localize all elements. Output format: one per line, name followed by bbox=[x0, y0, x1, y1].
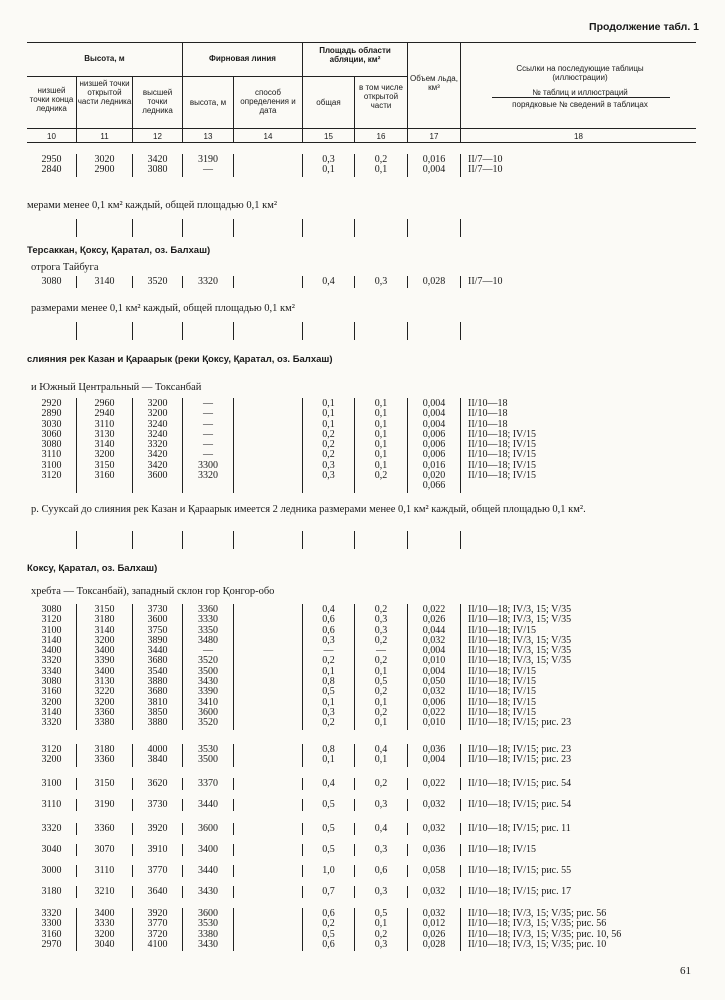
column-separator bbox=[407, 744, 408, 767]
column-separator bbox=[182, 886, 183, 898]
col-18-refs: II/10—18; IV/15; рис. 54 bbox=[468, 799, 572, 810]
column-separator bbox=[182, 276, 183, 288]
column-separator bbox=[354, 778, 355, 790]
column-separator bbox=[182, 908, 183, 951]
column-separator bbox=[407, 799, 408, 811]
col-16-values: 0,5 0,1 0,2 0,3 bbox=[374, 908, 388, 950]
column-separator bbox=[302, 604, 303, 730]
header-refs-divider bbox=[492, 97, 670, 98]
col-11-values: 3020 2900 bbox=[94, 154, 115, 176]
header-ice-volume: Объем льда, км³ bbox=[410, 74, 458, 92]
col-18-refs: II/10—18; IV/15; рис. 17 bbox=[468, 886, 572, 897]
column-separator bbox=[460, 886, 461, 898]
col-15-values: 0,4 bbox=[322, 778, 335, 789]
col-16-values: 0,3 bbox=[374, 886, 388, 897]
column-separator bbox=[132, 778, 133, 790]
blank-row-bar bbox=[76, 322, 77, 340]
col-10-values: 3040 bbox=[41, 844, 62, 855]
column-separator bbox=[132, 865, 133, 877]
section-text: и Южный Центральный — Токсанбай bbox=[31, 382, 202, 393]
col-11-values: 3150 3180 3140 3200 3400 3390 3400 3130 3220 3200 3360 3380 bbox=[94, 604, 115, 729]
header-area-total: общая bbox=[316, 98, 341, 107]
col-11-values: 3210 bbox=[94, 886, 115, 897]
column-separator bbox=[182, 799, 183, 811]
col-10-values: 2950 2840 bbox=[41, 154, 62, 176]
column-separator bbox=[407, 908, 408, 951]
column-separator bbox=[182, 865, 183, 877]
col-11-values: 3140 bbox=[94, 276, 115, 287]
col-13-values: 3370 bbox=[198, 778, 218, 789]
column-separator bbox=[76, 908, 77, 951]
col-18-refs: II/10—18; IV/15; рис. 11 bbox=[468, 823, 571, 834]
column-separator bbox=[407, 844, 408, 856]
col-13-values: 3600 3530 3380 3430 bbox=[198, 908, 218, 950]
column-separator bbox=[233, 398, 234, 493]
col-11-values: 3190 bbox=[94, 799, 115, 810]
column-separator bbox=[302, 823, 303, 835]
blank-row-bar bbox=[354, 531, 355, 549]
colnum-14: 14 bbox=[263, 132, 273, 141]
col-10-values: 3320 3300 3160 2970 bbox=[41, 908, 62, 950]
blank-row-bar bbox=[233, 219, 234, 237]
col-15-values: 0,3 0,1 bbox=[322, 154, 335, 176]
blank-row-bar bbox=[354, 219, 355, 237]
header-area-group: Площадь области абляции, км² bbox=[319, 46, 391, 64]
column-separator bbox=[407, 154, 408, 177]
col-16-values: 0,4 bbox=[374, 823, 388, 834]
column-separator bbox=[354, 604, 355, 730]
col-10-values: 2920 2890 3030 3060 3080 3110 3100 3120 bbox=[41, 398, 62, 482]
column-separator bbox=[460, 398, 461, 493]
col-15-values: 0,5 bbox=[322, 799, 335, 810]
column-separator bbox=[132, 908, 133, 951]
col-17-values: 0,022 0,026 0,044 0,032 0,004 0,010 0,004 0,050 0,032 0,006 0,022 0,010 bbox=[422, 604, 446, 729]
col-15-values: 0,4 bbox=[322, 276, 335, 287]
header-lowest-point: низшей точки конца ледника bbox=[29, 86, 74, 113]
header-firn-method: способ определения и дата bbox=[240, 88, 296, 115]
column-separator bbox=[233, 865, 234, 877]
column-separator bbox=[233, 799, 234, 811]
col-15-values: 0,6 0,2 0,5 0,6 bbox=[322, 908, 335, 950]
colnum-18: 18 bbox=[574, 132, 583, 141]
section-heading: слияния рек Казан и Қараарык (реки Қоксу, Қаратал, оз. Балхаш) bbox=[27, 354, 333, 365]
column-separator bbox=[76, 604, 77, 730]
column-separator bbox=[354, 908, 355, 951]
section-text: мерами менее 0,1 км² каждый, общей площадью 0,1 км² bbox=[27, 200, 278, 211]
column-separator bbox=[407, 276, 408, 288]
column-separator bbox=[354, 154, 355, 177]
blank-row-bar bbox=[76, 219, 77, 237]
col-16-values: 0,2 bbox=[374, 778, 388, 789]
column-separator bbox=[132, 823, 133, 835]
column-separator bbox=[233, 823, 234, 835]
col-18-refs: II/7—10 bbox=[468, 276, 503, 287]
col-13-values: 3400 bbox=[198, 844, 218, 855]
column-separator bbox=[302, 778, 303, 790]
section-text: размерами менее 0,1 км² каждый, общей площадью 0,1 км² bbox=[31, 303, 295, 314]
column-separator bbox=[302, 744, 303, 767]
blank-row-bar bbox=[76, 531, 77, 549]
column-separator bbox=[407, 778, 408, 790]
column-separator bbox=[182, 398, 183, 493]
col-18-refs: II/10—18; IV/15; рис. 23 II/10—18; IV/15; рис. 23 bbox=[468, 744, 572, 766]
column-separator bbox=[132, 799, 133, 811]
col-13-values: 3440 bbox=[198, 799, 218, 810]
col-12-values: 3920 3770 3720 4100 bbox=[147, 908, 168, 950]
col-13-values: 3430 bbox=[198, 886, 218, 897]
col-16-values: 0,6 bbox=[374, 865, 388, 876]
section-text: отрога Тайбуга bbox=[31, 262, 99, 273]
column-separator bbox=[407, 886, 408, 898]
column-separator bbox=[76, 799, 77, 811]
column-separator bbox=[233, 154, 234, 177]
column-separator bbox=[182, 154, 183, 177]
header-height-group: Высота, м bbox=[84, 54, 125, 63]
column-separator bbox=[407, 823, 408, 835]
blank-row-bar bbox=[302, 322, 303, 340]
column-separator bbox=[460, 799, 461, 811]
column-separator bbox=[460, 865, 461, 877]
column-separator bbox=[132, 744, 133, 767]
header-firn-height: высота, м bbox=[189, 98, 227, 107]
col-13-values: 3320 bbox=[198, 276, 218, 287]
col-16-values: 0,4 0,1 bbox=[374, 744, 388, 766]
col-17-values: 0,022 bbox=[422, 778, 446, 789]
column-separator bbox=[460, 823, 461, 835]
colnum-15: 15 bbox=[324, 132, 333, 141]
blank-row-bar bbox=[182, 531, 183, 549]
column-separator bbox=[354, 799, 355, 811]
col-13-values: 3360 3330 3350 3480 — 3520 3500 3430 3390 3410 3600 3520 bbox=[198, 604, 218, 729]
blank-row-bar bbox=[233, 322, 234, 340]
column-separator bbox=[233, 604, 234, 730]
column-separator bbox=[233, 276, 234, 288]
col-10-values: 3180 bbox=[41, 886, 62, 897]
col-10-values: 3110 bbox=[41, 799, 62, 810]
col-16-values: 0,2 0,3 0,3 0,2 — 0,2 0,1 0,5 0,2 0,1 0,2 0,1 bbox=[374, 604, 388, 729]
col-11-values: 3180 3360 bbox=[94, 744, 115, 766]
col-10-values: 3080 3120 3100 3140 3400 3320 3340 3080 3160 3200 3140 3320 bbox=[41, 604, 62, 729]
column-separator bbox=[182, 844, 183, 856]
col-13-values: 3190 — bbox=[198, 154, 218, 176]
column-separator bbox=[460, 276, 461, 288]
col-11-values: 3070 bbox=[94, 844, 115, 855]
col-15-values: 0,4 0,6 0,6 0,3 — 0,2 0,1 0,8 0,5 0,1 0,3 0,2 bbox=[322, 604, 335, 729]
col-13-values: — — — — — — 3300 3320 bbox=[198, 398, 218, 482]
col-17-values: 0,032 0,012 0,026 0,028 bbox=[422, 908, 446, 950]
column-separator bbox=[302, 908, 303, 951]
header-area-open: в том числе открытой части bbox=[359, 83, 403, 110]
column-separator bbox=[76, 886, 77, 898]
column-separator bbox=[407, 398, 408, 493]
col-16-values: 0,3 bbox=[374, 276, 388, 287]
column-separator bbox=[76, 865, 77, 877]
header-refs-sub2: порядковые № сведений в таблицах bbox=[512, 100, 648, 109]
col-17-values: 0,032 bbox=[422, 886, 446, 897]
colnum-11: 11 bbox=[100, 132, 109, 141]
column-separator bbox=[354, 398, 355, 493]
column-separator bbox=[182, 778, 183, 790]
column-separator bbox=[132, 886, 133, 898]
col-12-values: 3640 bbox=[147, 886, 168, 897]
page-heading: Продолжение табл. 1 bbox=[589, 21, 699, 33]
column-separator bbox=[76, 778, 77, 790]
col-17-values: 0,058 bbox=[422, 865, 446, 876]
column-separator bbox=[302, 799, 303, 811]
column-separator bbox=[354, 844, 355, 856]
column-separator bbox=[233, 908, 234, 951]
col-11-values: 3110 bbox=[94, 865, 115, 876]
blank-row-bar bbox=[460, 531, 461, 549]
column-separator bbox=[460, 908, 461, 951]
column-separator bbox=[132, 398, 133, 493]
column-separator bbox=[132, 276, 133, 288]
column-separator bbox=[354, 886, 355, 898]
col-10-values: 3120 3200 bbox=[41, 744, 62, 766]
blank-row-bar bbox=[182, 322, 183, 340]
blank-row-bar bbox=[407, 322, 408, 340]
section-text: хребта — Токсанбай), западный склон гор Қонгор-обо bbox=[31, 586, 275, 597]
column-separator bbox=[354, 823, 355, 835]
blank-row-bar bbox=[354, 322, 355, 340]
col-10-values: 3320 bbox=[41, 823, 62, 834]
column-separator bbox=[132, 604, 133, 730]
col-10-values: 3100 bbox=[41, 778, 62, 789]
column-separator bbox=[407, 604, 408, 730]
colnum-16: 16 bbox=[376, 132, 386, 141]
col-17-values: 0,004 0,004 0,004 0,006 0,006 0,006 0,016 0,020 0,066 bbox=[422, 398, 446, 492]
col-16-values: 0,3 bbox=[374, 844, 388, 855]
section-heading: Терсаккан, Қоксу, Қаратал, оз. Балхаш) bbox=[27, 245, 211, 256]
col-16-values: 0,3 bbox=[374, 799, 388, 810]
blank-row-bar bbox=[233, 531, 234, 549]
blank-row-bar bbox=[302, 531, 303, 549]
col-12-values: 3730 bbox=[147, 799, 168, 810]
col-18-refs: II/10—18; IV/15; рис. 55 bbox=[468, 865, 572, 876]
header-lowest-open-point: низшей точки открытой части ледника bbox=[77, 79, 132, 106]
column-separator bbox=[354, 744, 355, 767]
col-15-values: 1,0 bbox=[322, 865, 335, 876]
colnum-12: 12 bbox=[153, 132, 162, 141]
col-12-values: 3420 3080 bbox=[147, 154, 168, 176]
col-11-values: 3150 bbox=[94, 778, 115, 789]
colnum-10: 10 bbox=[47, 132, 56, 141]
column-separator bbox=[132, 154, 133, 177]
col-15-values: 0,7 bbox=[322, 886, 335, 897]
column-separator bbox=[302, 154, 303, 177]
column-separator bbox=[76, 744, 77, 767]
colnum-17: 17 bbox=[429, 132, 439, 141]
col-15-values: 0,8 0,1 bbox=[322, 744, 335, 766]
col-18-refs: II/10—18; IV/3, 15; V/35; рис. 56 II/10—18; IV/3, 15; V/35; рис. 56 II/10—18; IV/3, 15; V/35; рис. 10, 56 II/10—18; IV/3, 15; V/35; рис. 10 bbox=[468, 908, 622, 950]
header-refs-title: Ссылки на последующие таблицы (иллюстрации) bbox=[516, 64, 644, 82]
col-17-values: 0,028 bbox=[422, 276, 446, 287]
col-17-values: 0,036 bbox=[422, 844, 446, 855]
header-firn-group: Фирновая линия bbox=[209, 54, 276, 63]
col-12-values: 3920 bbox=[147, 823, 168, 834]
blank-row-bar bbox=[132, 531, 133, 549]
col-18-refs: II/10—18; IV/15 bbox=[468, 844, 537, 855]
header-refs-sub1: № таблиц и иллюстраций bbox=[532, 88, 628, 97]
blank-row-bar bbox=[182, 219, 183, 237]
blank-row-bar bbox=[302, 219, 303, 237]
col-13-values: 3600 bbox=[198, 823, 218, 834]
column-separator bbox=[302, 276, 303, 288]
col-17-values: 0,032 bbox=[422, 823, 446, 834]
col-11-values: 2960 2940 3110 3130 3140 3200 3150 3160 bbox=[94, 398, 115, 482]
column-separator bbox=[302, 398, 303, 493]
col-17-values: 0,032 bbox=[422, 799, 446, 810]
column-separator bbox=[233, 778, 234, 790]
column-separator bbox=[182, 823, 183, 835]
section-heading: Коксу, Қаратал, оз. Балхаш) bbox=[27, 563, 158, 574]
header-group-rule bbox=[27, 76, 407, 77]
col-12-values: 3910 bbox=[147, 844, 168, 855]
header-highest-point: высшей точки ледника bbox=[142, 88, 173, 115]
column-separator bbox=[233, 886, 234, 898]
blank-row-bar bbox=[407, 219, 408, 237]
column-separator bbox=[233, 744, 234, 767]
col-10-values: 3000 bbox=[41, 865, 62, 876]
column-separator bbox=[76, 844, 77, 856]
col-15-values: 0,5 bbox=[322, 844, 335, 855]
column-separator bbox=[460, 154, 461, 177]
column-separator bbox=[76, 398, 77, 493]
column-separator bbox=[407, 865, 408, 877]
column-separator bbox=[76, 823, 77, 835]
col-13-values: 3530 3500 bbox=[198, 744, 218, 766]
column-separator bbox=[460, 744, 461, 767]
column-separator bbox=[76, 276, 77, 288]
col-17-values: 0,016 0,004 bbox=[422, 154, 446, 176]
col-17-values: 0,036 0,004 bbox=[422, 744, 446, 766]
column-separator bbox=[460, 604, 461, 730]
col-10-values: 3080 bbox=[41, 276, 62, 287]
blank-row-bar bbox=[132, 322, 133, 340]
column-separator bbox=[233, 844, 234, 856]
column-separator bbox=[354, 865, 355, 877]
header-top-rule bbox=[27, 42, 696, 43]
col-11-values: 3400 3330 3200 3040 bbox=[94, 908, 115, 950]
column-separator bbox=[76, 154, 77, 177]
col-16-values: 0,1 0,1 0,1 0,1 0,1 0,1 0,1 0,2 bbox=[374, 398, 388, 482]
col-15-values: 0,1 0,1 0,1 0,2 0,2 0,2 0,3 0,3 bbox=[322, 398, 335, 482]
col-12-values: 3520 bbox=[147, 276, 168, 287]
col-11-values: 3360 bbox=[94, 823, 115, 834]
blank-row-bar bbox=[460, 219, 461, 237]
column-separator bbox=[302, 886, 303, 898]
column-separator bbox=[302, 865, 303, 877]
col-13-values: 3440 bbox=[198, 865, 218, 876]
col-15-values: 0,5 bbox=[322, 823, 335, 834]
col-18-refs: II/7—10 II/7—10 bbox=[468, 154, 503, 176]
col-12-values: 3200 3200 3240 3240 3320 3420 3420 3600 bbox=[147, 398, 168, 482]
column-separator bbox=[182, 744, 183, 767]
colnum-13: 13 bbox=[203, 132, 213, 141]
header-numbers-bottom-rule bbox=[27, 142, 696, 143]
col-12-values: 3730 3600 3750 3890 3440 3680 3540 3880 3680 3810 3850 3880 bbox=[147, 604, 168, 729]
blank-row-bar bbox=[132, 219, 133, 237]
col-16-values: 0,2 0,1 bbox=[374, 154, 388, 176]
col-18-refs: II/10—18; IV/15; рис. 54 bbox=[468, 778, 572, 789]
column-separator bbox=[460, 778, 461, 790]
col-18-refs: II/10—18; IV/3, 15; V/35 II/10—18; IV/3, 15; V/35 II/10—18; IV/15 II/10—18; IV/3, 15; V/35 II/10—18; IV/3, 15; V/35 II/10—18; IV/3, 15; V/35 II/10—18; IV/15 II/10—18; IV/15 II/10—18; IV/15 II/10—18; IV/15 II/10—18; IV/15 II/10—18; IV/15; рис. 23 bbox=[468, 604, 572, 729]
col-18-refs: II/10—18 II/10—18 II/10—18 II/10—18; IV/15 II/10—18; IV/15 II/10—18; IV/15 II/10—18; IV/15 II/10—18; IV/15 bbox=[468, 398, 537, 482]
col-12-values: 4000 3840 bbox=[147, 744, 168, 766]
blank-row-bar bbox=[460, 322, 461, 340]
section-text: р. Сууксай до слияния рек Казан и Қараарык имеется 2 ледника размерами менее 0,1 км² каждый, общей площадью 0,1 км². bbox=[31, 504, 586, 515]
column-separator bbox=[302, 844, 303, 856]
col-12-values: 3620 bbox=[147, 778, 168, 789]
column-separator bbox=[182, 604, 183, 730]
column-separator bbox=[132, 844, 133, 856]
col-12-values: 3770 bbox=[147, 865, 168, 876]
page-number: 61 bbox=[680, 965, 691, 977]
column-separator bbox=[460, 844, 461, 856]
blank-row-bar bbox=[407, 531, 408, 549]
column-separator bbox=[354, 276, 355, 288]
header-numbers-top-rule bbox=[27, 128, 696, 129]
